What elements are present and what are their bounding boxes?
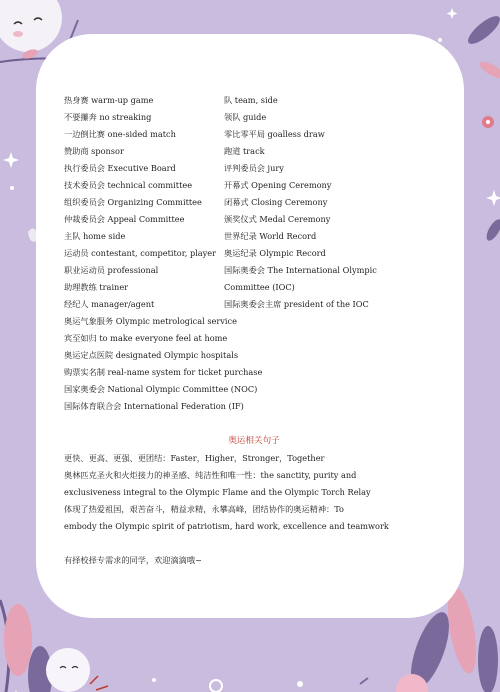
vocab-left: 运动员 contestant, competitor, player: [64, 248, 217, 258]
vocab-left: 仲裁委员会 Appeal Committee: [64, 214, 185, 224]
sentence-line: 奥林匹克圣火和火炬接力的神圣感、纯洁性和唯一性：the sanctity, purity and: [64, 470, 357, 480]
vocab-left: 助理教练 trainer: [64, 282, 129, 292]
vocab-row: [64, 109, 444, 126]
mascot-icon: [0, 0, 62, 52]
vocab-row: [64, 160, 444, 177]
section-title: 奥运相关句子: [228, 436, 280, 446]
vocabulary-text: [64, 92, 444, 569]
vocab-row: [64, 296, 444, 313]
vocab-right: 队 team, side: [224, 95, 278, 105]
vocab-single: 国家奥委会 National Olympic Committee (NOC): [64, 384, 258, 394]
vocab-row: [64, 211, 444, 228]
vocab-row: [64, 262, 444, 279]
vocab-row: [64, 279, 444, 296]
vocab-left: 技术委员会 technical committee: [64, 180, 193, 190]
vocab-pairs: [64, 92, 444, 313]
vocab-right: 世界纪录 World Record: [224, 231, 317, 241]
vocab-left: 组织委员会 Organizing Committee: [64, 197, 202, 207]
vocab-right: 国际奥委会主席 president of the IOC: [224, 299, 369, 309]
vocab-right: 闭幕式 Closing Ceremony: [224, 197, 328, 207]
vocab-single: 奥运定点医院 designated Olympic hospitals: [64, 350, 239, 360]
vocab-single: 国际体育联合会 International Federation (IF): [64, 401, 244, 411]
sentence-line: 体现了热爱祖国，艰苦奋斗，精益求精，永攀高峰，团结协作的奥运精神：To: [64, 504, 344, 514]
vocab-left: 一边倒比赛 one-sided match: [64, 129, 176, 139]
vocab-singles: [64, 313, 444, 415]
vocab-right: 开幕式 Opening Ceremony: [224, 180, 332, 190]
vocab-right: 领队 guide: [224, 112, 267, 122]
vocab-left: 职业运动员 professional: [64, 265, 159, 275]
vocab-left: 经纪人 manager/agent: [64, 299, 155, 309]
vocab-left: 赞助商 sponsor: [64, 146, 124, 156]
vocab-right: Committee (IOC): [224, 282, 295, 292]
vocab-single: 奥运气象服务 Olympic metrological service: [64, 316, 237, 326]
vocab-left: 热身赛 warm-up game: [64, 95, 154, 105]
footer-note: 有择校择专需求的同学，欢迎滴滴哦~: [64, 555, 202, 565]
vocab-row: [64, 92, 444, 109]
vocab-right: 颁奖仪式 Medal Ceremony: [224, 214, 331, 224]
vocab-right: 奥运纪录 Olympic Record: [224, 248, 326, 258]
vocab-row: [64, 143, 444, 160]
sentence-line: exclusiveness integral to the Olympic Flame and the Olympic Torch Relay: [64, 487, 371, 497]
vocab-row: [64, 194, 444, 211]
vocab-right: 评判委员会 jury: [224, 163, 284, 173]
vocab-left: 主队 home side: [64, 231, 126, 241]
vocab-row: [64, 177, 444, 194]
vocab-row: [64, 228, 444, 245]
sentences: [64, 450, 444, 535]
vocab-left: 不要攥奔 no streaking: [64, 112, 152, 122]
vocab-row: [64, 245, 444, 262]
sentence-line: embody the Olympic spirit of patriotism, hard work, excellence and teamwork: [64, 521, 389, 531]
vocab-single: 购票实名制 real-name system for ticket purchase: [64, 367, 263, 377]
vocab-right: 零比零平局 goalless draw: [224, 129, 325, 139]
vocab-right: 国际奥委会 The International Olympic: [224, 265, 377, 275]
leaf-icon: [464, 12, 500, 243]
vocab-row: [64, 126, 444, 143]
vocab-right: 跑道 track: [224, 146, 265, 156]
vocab-left: 执行委员会 Executive Board: [64, 163, 176, 173]
vocab-single: 宾至如归 to make everyone feel at home: [64, 333, 228, 343]
sentence-line: 更快、更高、更强、更团结：Faster，Higher，Stronger，Together: [64, 453, 325, 463]
